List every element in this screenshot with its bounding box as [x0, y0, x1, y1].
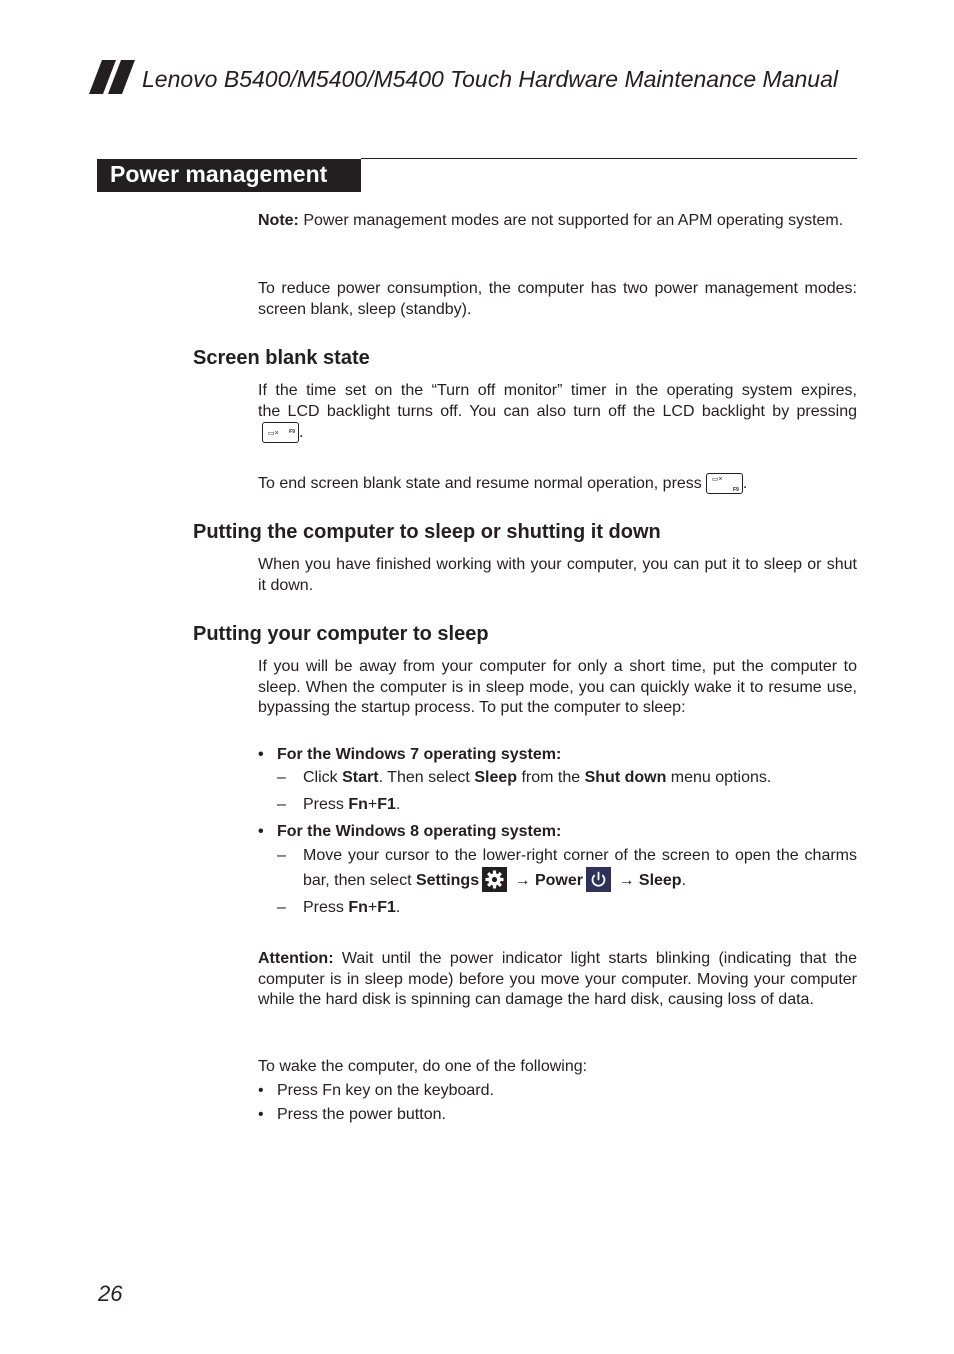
dash-mark: – [277, 796, 286, 813]
dash-mark: – [277, 899, 286, 916]
f9-key-icon: ▭× F9 [262, 422, 299, 443]
heading-screen-blank: Screen blank state [193, 347, 370, 369]
section-rule [361, 158, 857, 159]
win8-step-2: Press Fn+F1. [303, 899, 401, 916]
screen-blank-text: If the time set on the “Turn off monitor” timer in the operating system expires, the LCD backlight turns off. You can also turn off the LCD backlight by pressing [258, 382, 857, 420]
sleep-paragraph: If you will be away from your computer for only a short time, put the computer to sleep. When the computer is in sleep mode, you can quickly wake it to resume use, bypassing the startup process. To put the computer to sleep: [258, 658, 857, 717]
win7-step-1: Click Start. Then select Sleep from the Shut down menu options. [303, 769, 772, 786]
note-label: Note: [258, 212, 299, 229]
wake-list-item: • Press the power button. [258, 1106, 446, 1123]
resume-text: To end screen blank state and resume normal operation, press [258, 475, 702, 492]
header-title: Lenovo B5400/M5400/M5400 Touch Hardware Maintenance Manual [142, 66, 838, 92]
screen-blank-paragraph: If the time set on the “Turn off monitor” timer in the operating system expires, the LCD backlight turns off. You can also turn off the LCD backlight by pressing ▭× F9 . [258, 382, 857, 442]
bullet-windows-8: • For the Windows 8 operating system: [258, 823, 562, 840]
windows-8-label: For the Windows 8 operating system: [276, 823, 562, 840]
heading-sleep-shutdown: Putting the computer to sleep or shutting it down [193, 521, 661, 543]
attention-paragraph [258, 949, 857, 1011]
wake-list-item: • Press Fn key on the keyboard. [258, 1082, 494, 1099]
sleep-shutdown-paragraph: When you have finished working with your computer, you can put it to sleep or shut it down. [258, 556, 857, 594]
attention-label: Attention: [258, 950, 334, 967]
settings-gear-icon [482, 867, 507, 892]
logo-slashes [89, 60, 135, 99]
section-title: Power management [97, 159, 361, 192]
dash-mark: – [277, 847, 286, 864]
windows-7-label: For the Windows 7 operating system: [276, 746, 562, 763]
modes-paragraph: To reduce power consumption, the computer has two power management modes: screen blank, sleep (standby). [258, 280, 857, 318]
note-paragraph [258, 211, 857, 232]
power-icon [586, 867, 611, 892]
note-text: Power management modes are not supported for an APM operating system. [298, 212, 844, 229]
f9-key-icon: ▭× F9 [706, 473, 743, 494]
bullet-windows-7: • For the Windows 7 operating system: [258, 746, 562, 763]
resume-paragraph: To end screen blank state and resume normal operation, press ▭× F9 . [258, 475, 748, 493]
win8-step-1: Move your cursor to the lower-right corner of the screen to open the charms bar, then select Settings → Power → Sleep. [303, 844, 857, 892]
wake-intro: To wake the computer, do one of the following: [258, 1058, 588, 1075]
page-number: 26 [98, 1281, 123, 1306]
dash-mark: – [277, 769, 286, 786]
attention-text: Wait until the power indicator light starts blinking (indicating that the computer is in sleep mode) before you move your computer. Moving your computer while the hard disk is spinning can damage the hard disk, causing loss of data. [258, 950, 857, 1009]
heading-sleep: Putting your computer to sleep [193, 623, 489, 645]
win7-step-2: Press Fn+F1. [303, 796, 401, 813]
